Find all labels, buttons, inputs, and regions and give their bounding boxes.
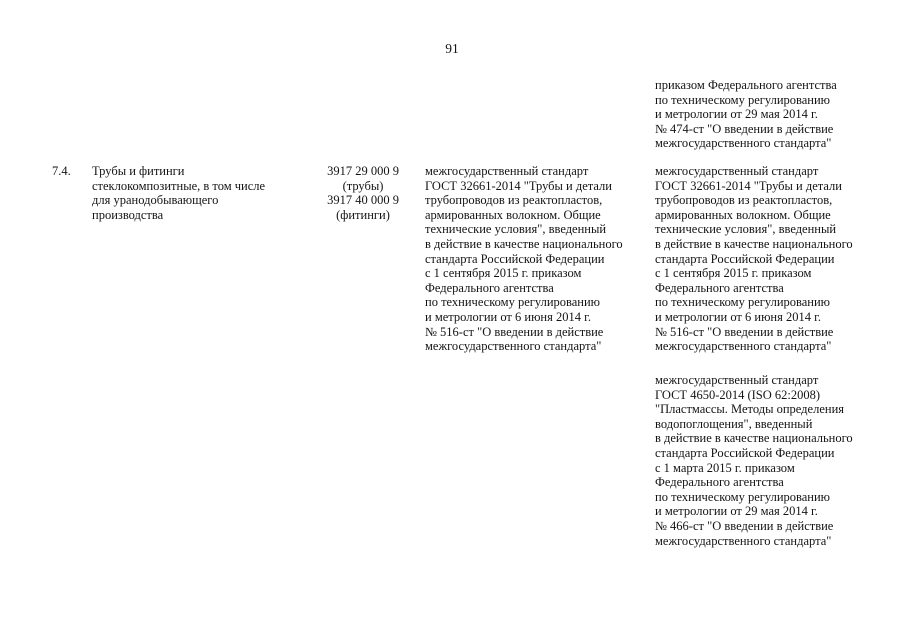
- standard-a-line: и метрологии от 6 июня 2014 г.: [425, 309, 591, 324]
- standard-a-line: в действие в качестве национального: [425, 236, 623, 251]
- page-number: 91: [445, 41, 459, 56]
- standard-a-line: технические условия", введенный: [425, 222, 607, 237]
- standard-a-line: трубопроводов из реактопластов,: [425, 193, 603, 208]
- standard-a-line: Федерального агентства: [425, 280, 554, 295]
- standard-b-line: межгосударственный стандарт: [655, 373, 819, 387]
- standard-b-line: ГОСТ 4650-2014 (ISO 62:2008): [655, 387, 821, 402]
- standard-b-line: № 516-ст "О введении в действие: [655, 324, 834, 339]
- product-name-line: Трубы и фитинги: [92, 164, 185, 178]
- continuation-line: приказом Федерального агентства: [655, 78, 837, 92]
- standard-a-line: стандарта Российской Федерации: [425, 251, 605, 266]
- standard-b-line: трубопроводов из реактопластов,: [655, 193, 833, 208]
- standard-a-line: с 1 сентября 2015 г. приказом: [425, 266, 582, 281]
- standard-a-line: по техническому регулированию: [425, 295, 601, 310]
- standard-a-line: армированных волокном. Общие: [425, 207, 601, 222]
- customs-code-line: (фитинги): [336, 207, 390, 222]
- standard-a-line: межгосударственного стандарта": [425, 339, 602, 354]
- continuation-line: № 474-ст "О введении в действие: [655, 121, 834, 136]
- row-number: 7.4.: [52, 164, 71, 178]
- standard-a-cell: [425, 164, 623, 354]
- standard-b-line: стандарта Российской Федерации: [655, 445, 835, 460]
- standard-b-line: водопоглощения", введенный: [655, 416, 813, 431]
- standard-b-line: по техническому регулированию: [655, 489, 831, 504]
- standard-a-line: ГОСТ 32661-2014 "Трубы и детали: [425, 178, 612, 193]
- customs-code-cell: [318, 164, 408, 222]
- standard-b-line: и метрологии от 6 июня 2014 г.: [655, 309, 821, 324]
- standard-b-line: в действие в качестве национального: [655, 431, 853, 446]
- standard-b-block-1: [655, 164, 853, 354]
- row-number-cell: [52, 164, 71, 179]
- standard-b-line: № 466-ст "О введении в действие: [655, 518, 834, 533]
- product-name-line: стеклокомпозитные, в том числе: [92, 178, 266, 193]
- continuation-line: по техническому регулированию: [655, 92, 831, 107]
- customs-code-line: 3917 29 000 9: [327, 164, 399, 178]
- standard-b-line: по техническому регулированию: [655, 295, 831, 310]
- standard-b-line: технические условия", введенный: [655, 222, 837, 237]
- standard-b-line: в действие в качестве национального: [655, 236, 853, 251]
- customs-code-line: (трубы): [342, 178, 384, 193]
- standard-b-line: межгосударственного стандарта": [655, 533, 832, 548]
- standard-a-line: межгосударственный стандарт: [425, 164, 589, 178]
- standard-b-line: Федерального агентства: [655, 280, 784, 295]
- standard-b-line: Федерального агентства: [655, 475, 784, 490]
- standard-b-line: армированных волокном. Общие: [655, 207, 831, 222]
- standard-b-line: стандарта Российской Федерации: [655, 251, 835, 266]
- standard-b-line: с 1 сентября 2015 г. приказом: [655, 266, 812, 281]
- standard-b-line: "Пластмассы. Методы определения: [655, 402, 845, 417]
- standard-b-line: с 1 марта 2015 г. приказом: [655, 460, 795, 475]
- product-name-line: для уранодобывающего: [92, 193, 219, 208]
- standard-b-block-2: [655, 373, 853, 548]
- continuation-line: и метрологии от 29 мая 2014 г.: [655, 107, 818, 122]
- standard-b-line: межгосударственного стандарта": [655, 339, 832, 354]
- standard-a-line: № 516-ст "О введении в действие: [425, 324, 604, 339]
- continuation-text: [655, 78, 837, 151]
- standard-b-line: и метрологии от 29 мая 2014 г.: [655, 504, 818, 519]
- standard-b-line: межгосударственный стандарт: [655, 164, 819, 178]
- standard-b-line: ГОСТ 32661-2014 "Трубы и детали: [655, 178, 842, 193]
- continuation-line: межгосударственного стандарта": [655, 136, 832, 151]
- product-name-line: производства: [92, 207, 164, 222]
- product-name-cell: [92, 164, 265, 222]
- customs-code-line: 3917 40 000 9: [327, 193, 399, 208]
